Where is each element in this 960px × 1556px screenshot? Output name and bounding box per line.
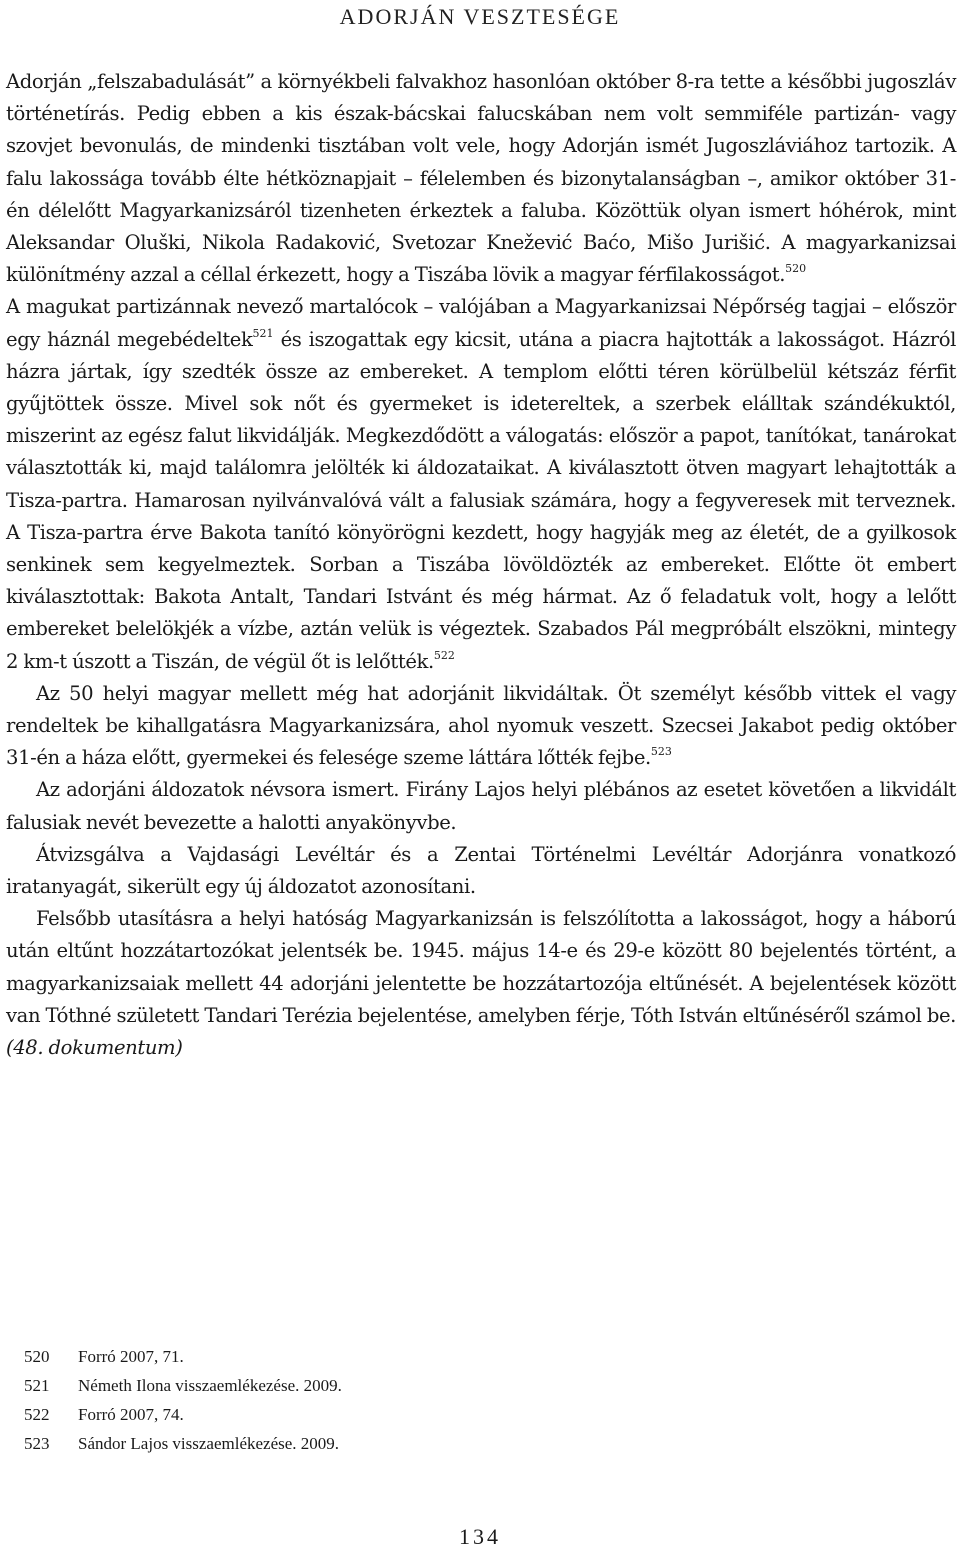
paragraph-text: Adorján „felszabadulását” a környékbeli falvakhoz hasonlóan október 8-ra tette a későbbi jugoszláv történetírás. Pedig ebben a kis észak-bácskai falucskában nem volt semmiféle partizán- vagy szovjet bevonulás, de mindenki tisztában volt vele, hogy Adorján ismét Jugoszláviához tartozik. A falu lakossága tovább élte hétköznapjait – félelemben és bizonytalanságban –, amikor október 31-én délelőtt Magyarkanizsáról tizenheten érkeztek a faluba. Közöttük olyan ismert hóhérok, mint Aleksandar Oluški, Nikola Radaković, Svetozar Knežević Baćo, Mišo Jurišić. A magyarkanizsai különítmény azzal a céllal érkezett, hogy a Tiszába lövik a magyar férfilakosságot. <box>6 70 956 287</box>
footnote-text: Sándor Lajos visszaemlékezése. 2009. <box>78 1434 340 1453</box>
footnotes <box>24 1342 342 1458</box>
footnote <box>24 1342 342 1371</box>
paragraph <box>6 291 956 677</box>
document-reference[interactable]: (48. dokumentum) <box>6 1036 183 1060</box>
paragraph <box>6 66 956 291</box>
paragraph-text: és iszogattak egy kicsit, utána a piacra hajtották a lakosságot. Házról házra jártak, így szedték össze az embereket. A templom előtti téren körülbelül kétszáz férfit gyűjtöttek össze. Mivel sok nőt és gyermeket is idetereltek, a szerbek elálltak szándékuktól, miszerint az egész falut likvidálják. Megkezdődött a válogatás: először a papot, tanítókat, tanárokat választották ki, majd találomra jelölték ki áldozataikat. A kiválasztott ötven magyart lehajtották a Tisza-partra. Hamarosan nyilvánvalóvá vált a falusiak számára, hogy a fegyveresek mit terveznek. A Tisza-partra érve Bakota tanító könyörögni kezdett, hogy hagyják meg az életét, de a gyilkosok senkinek sem kegyelmeztek. Sorban a Tiszába lövöldözték az embereket. Előtte öt embert kiválasztottak: Bakota Antalt, Tandari Istvánt és még hármat. Az ő feladatuk volt, hogy a lelőtt embereket belelökjék a vízbe, aztán velük is végeztek. Szabados Pál megpróbált elszökni, mintegy 2 km-t úszott a Tiszán, de végül őt is lelőtték. <box>6 327 956 673</box>
footnote-text: Németh Ilona visszaemlékezése. 2009. <box>78 1376 342 1395</box>
paragraph <box>6 839 956 903</box>
paragraph-text: A magukat partizánnak nevező martalócok – valójában a Magyarkanizsai Népőrség tagjai – először egy háznál megebédeltek <box>6 295 956 351</box>
footnote <box>24 1400 342 1429</box>
running-header: ADORJÁN VESZTESÉGE <box>339 4 621 29</box>
footnote-ref[interactable]: 521 <box>252 326 274 340</box>
page-number: 134 <box>459 1524 501 1549</box>
paragraph-text: Az adorjáni áldozatok névsora ismert. Firány Lajos helyi plébános az esetet követően a likvidált falusiak nevét bevezette a halotti anyakönyvbe. <box>6 778 956 834</box>
paragraph-text: Az 50 helyi magyar mellett még hat adorjánit likvidáltak. Öt személyt később vittek el vagy rendeltek be kihallgatásra Magyarkanizsára, ahol nyomuk veszett. Szecsei Jakabot pedig október 31-én a háza előtt, gyermekei és felesége szeme láttára lőtték fejbe. <box>6 681 956 770</box>
footnote-number: 521 <box>24 1376 50 1395</box>
footnote <box>24 1371 342 1400</box>
footnote <box>24 1429 342 1458</box>
footnote-ref[interactable]: 520 <box>785 262 807 276</box>
footnote-number: 523 <box>24 1434 50 1453</box>
paragraph <box>6 774 956 838</box>
paragraph <box>6 903 956 1064</box>
body-text <box>6 66 956 1064</box>
footnote-number: 522 <box>24 1405 50 1424</box>
footnote-text: Forró 2007, 74. <box>78 1405 184 1424</box>
paragraph-text: Átvizsgálva a Vajdasági Levéltár és a Zentai Történelmi Levéltár Adorjánra vonatkozó iratanyagát, sikerült egy új áldozatot azonosítani. <box>6 842 956 899</box>
footnote-ref[interactable]: 523 <box>650 745 672 759</box>
footnote-number: 520 <box>24 1347 50 1366</box>
paragraph <box>6 678 956 775</box>
footnote-text: Forró 2007, 71. <box>78 1347 184 1366</box>
paragraph-text: Felsőbb utasításra a helyi hatóság Magyarkanizsán is felszólította a lakosságot, hogy a háború után eltűnt hozzátartozókat jelentsék be. 1945. május 14-e és 29-e között 80 bejelentés történt, a magyarkanizsaiak mellett 44 adorjáni jelentette be hozzátartozója eltűnését. A bejelentések között van Tóthné született Tandari Terézia bejelentése, amelyben férje, Tóth István eltűnéséről számol be. <box>6 907 956 1027</box>
footnote-ref[interactable]: 522 <box>433 648 455 662</box>
